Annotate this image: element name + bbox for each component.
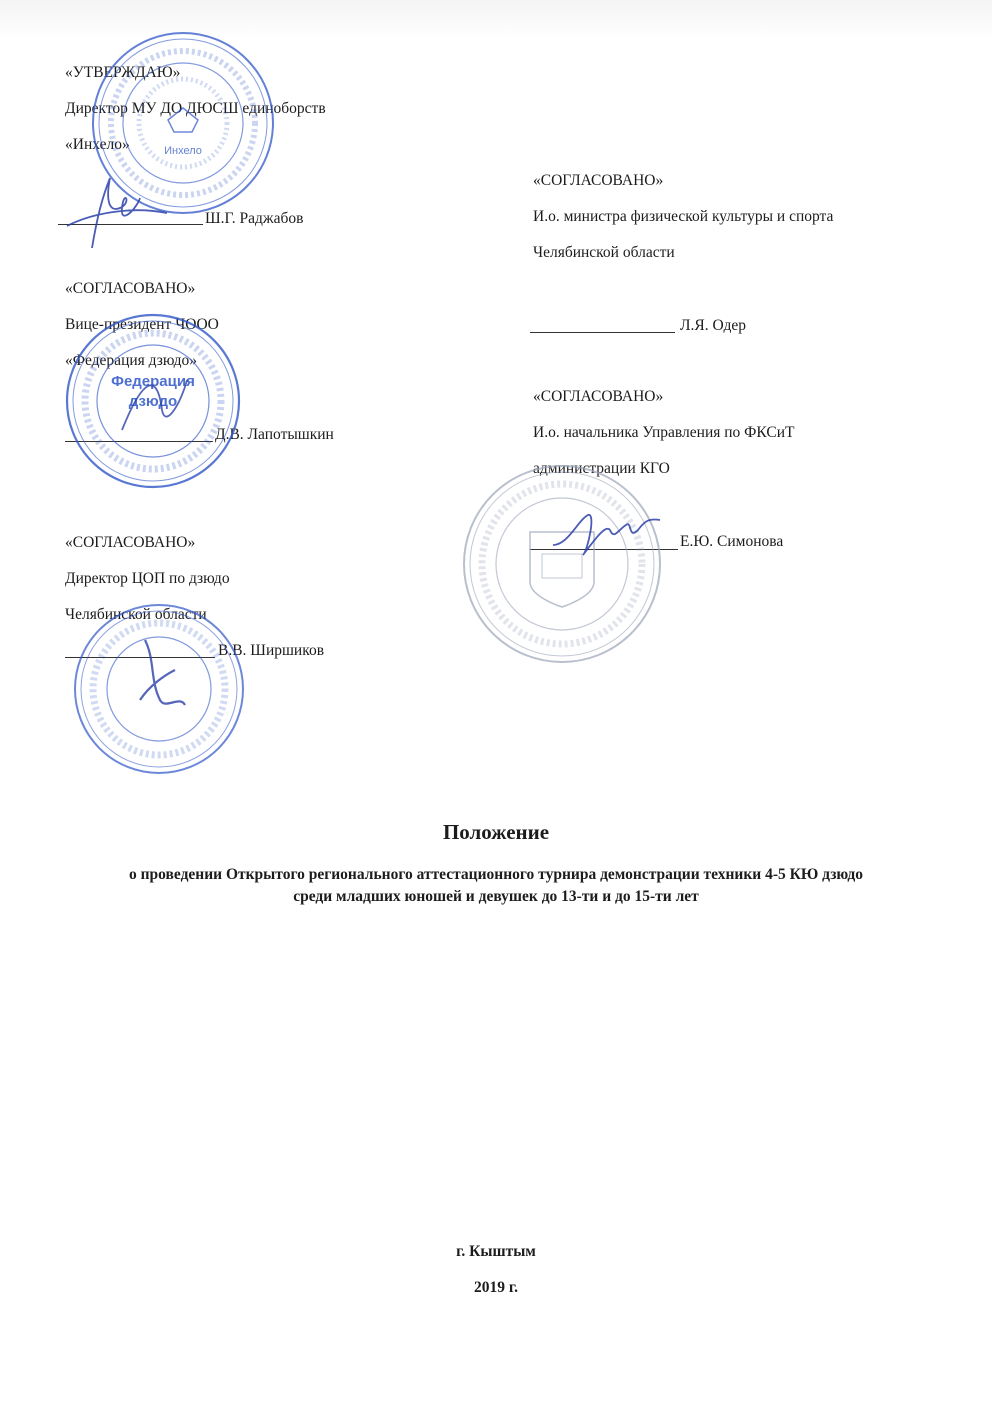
- agree-department-signer: Е.Ю. Симонова: [680, 533, 784, 550]
- approve-signer: Ш.Г. Раджабов: [205, 210, 304, 227]
- agree-federation-heading: «СОГЛАСОВАНО»: [65, 280, 196, 297]
- department-stamp: [460, 462, 665, 667]
- signature-line: [65, 657, 215, 658]
- agree-department-heading: «СОГЛАСОВАНО»: [533, 388, 664, 405]
- agree-federation-signer: Д.В. Лапотышкин: [215, 426, 334, 443]
- center-stamp: [70, 600, 248, 778]
- document-subtitle-line-2: среди младших юношей и девушек до 13-ти и до 15-ти лет: [293, 888, 699, 905]
- agree-department-position: И.о. начальника Управления по ФКСиТ: [533, 424, 795, 441]
- agree-federation-position: Вице-президент ЧООО: [65, 316, 219, 333]
- agree-center-position: Директор ЦОП по дзюдо: [65, 570, 230, 587]
- federation-stamp-text-1: Федерация: [111, 373, 195, 390]
- document-year: 2019 г.: [473, 1279, 519, 1296]
- signature-line: [58, 224, 203, 225]
- document-subtitle-line-1: о проведении Открытого регионального аттестационного турнира демонстрации техники 4-5 КЮ дзюдо: [128, 866, 863, 883]
- approve-organization: «Инхело»: [65, 136, 130, 153]
- agree-center-region: Челябинской области: [65, 606, 207, 623]
- scan-edge: [0, 0, 992, 40]
- agree-center-heading: «СОГЛАСОВАНО»: [65, 534, 196, 551]
- signature-line: [65, 441, 213, 442]
- federation-stamp-text-2: дзюдо: [128, 393, 178, 410]
- agree-department-organization: администрации КГО: [533, 460, 670, 477]
- agree-ministry-region: Челябинской области: [533, 244, 675, 261]
- signature-line: [530, 549, 678, 550]
- agree-center-signer: В.В. Ширшиков: [218, 642, 325, 659]
- approve-signature: [62, 168, 172, 253]
- agree-ministry-signer: Л.Я. Одер: [680, 317, 746, 334]
- signature-line: [530, 332, 675, 333]
- school-stamp: [88, 28, 278, 218]
- agree-federation-organization: «Федерация дзюдо»: [65, 352, 198, 369]
- school-stamp-text: Инхело: [164, 145, 202, 157]
- agree-ministry-heading: «СОГЛАСОВАНО»: [533, 172, 664, 189]
- approve-position: Директор МУ ДО ДЮСШ единоборств: [65, 100, 326, 117]
- document-city: г. Кыштым: [456, 1243, 536, 1260]
- document-title: Положение: [442, 820, 550, 844]
- approve-heading: «УТВЕРЖДАЮ»: [65, 64, 181, 81]
- department-signature: [548, 500, 668, 570]
- federation-stamp: [62, 310, 244, 492]
- agree-ministry-position: И.о. министра физической культуры и спорта: [533, 208, 834, 225]
